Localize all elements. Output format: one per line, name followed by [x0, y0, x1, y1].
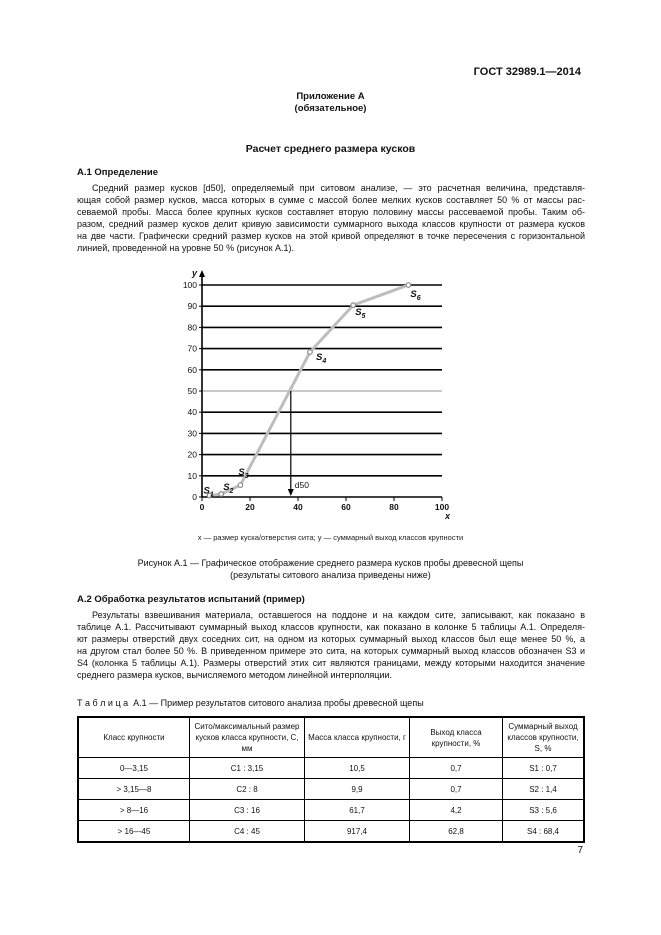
point-label: $S_6$: [410, 289, 421, 302]
a1-line: ющая собой размер кусков, масса которых в сумме с массой более мелких кусков составляет 50 % от массы рас-: [77, 195, 585, 205]
table-cell: S2 : 1,4: [503, 779, 585, 800]
point-label-subscript: 1: [209, 491, 214, 499]
table-cell: S1 : 0,7: [503, 758, 585, 779]
table-cell: 62,8: [410, 821, 503, 843]
table-row: [78, 800, 584, 821]
results-table: [77, 716, 585, 843]
table-cell: C2 : 8: [190, 779, 305, 800]
table-cell: > 3,15—8: [78, 779, 190, 800]
y-tick-label: 90: [187, 301, 197, 312]
table-cell: S4 : 68,4: [503, 821, 585, 843]
table-cell: 917,4: [305, 821, 410, 843]
y-tick-label: 80: [187, 322, 197, 333]
point-label-subscript: 4: [322, 357, 327, 365]
table-cell: C4 : 45: [190, 821, 305, 843]
y-tick-label: 70: [187, 343, 197, 354]
a1-line: севаемой пробы. Масса более крупных кусков составляет вторую половину массы рассеваемой пробы. Таким об-: [77, 207, 585, 217]
point-label: $S_2$: [223, 482, 234, 496]
table-cell: 10,5: [305, 758, 410, 779]
x-tick-label: 20: [245, 502, 255, 512]
point-label: $S_4$: [316, 351, 327, 365]
chart-legend: [0, 533, 661, 542]
data-point: [238, 483, 243, 488]
a1-line: разом, средний размер кусков делит кривую зависимости суммарного выхода классов крупности от размера кусков: [77, 219, 585, 229]
section-title: Расчет среднего размера кусков: [245, 143, 416, 155]
y-axis-label: y: [192, 268, 198, 278]
table-cell: 9,9: [305, 779, 410, 800]
x-tick-label: 100: [434, 502, 450, 512]
table-cell: 0—3,15: [78, 758, 190, 779]
y-axis-arrow: [199, 270, 205, 277]
legend-text: x — размер куска/отверстия сита; y — суммарный выход классов крупности: [197, 533, 464, 542]
point-label: $S_5$: [355, 307, 366, 321]
a2-line: ют размеры отверстий двух соседних сит, на одном из которых суммарный выход классов был еще менее 50 %, а: [77, 634, 585, 644]
table-row: [78, 758, 584, 779]
data-point: [308, 350, 313, 355]
x-tick-label: 40: [293, 502, 303, 512]
table-cell: 0,7: [410, 779, 503, 800]
point-label-subscript: 6: [416, 295, 421, 302]
figure-caption: [0, 557, 661, 581]
x-tick-label: 0: [199, 502, 205, 512]
standard-number: ГОСТ 32989.1—2014: [473, 66, 581, 78]
point-label-subscript: 3: [244, 473, 249, 481]
table-cell: C1 : 3,15: [190, 758, 305, 779]
col-header: Класс крупности: [78, 717, 190, 758]
annex-status: (обязательное): [294, 103, 367, 114]
table-header-row: [78, 717, 584, 758]
a1-line: линией, проведенной на уровне 50 % (рисунок А.1).: [77, 243, 295, 253]
figure-caption-line1: Рисунок А.1 — Графическое отображение среднего размера кусков пробы древесной щепы: [137, 558, 524, 568]
table-cell: C3 : 16: [190, 800, 305, 821]
a2-line: среднего размера кусков, вычисляемого методом линейной интерполяции.: [77, 670, 393, 680]
point-label-subscript: 2: [229, 488, 234, 496]
table-row: [78, 779, 584, 800]
x-tick-label: 60: [341, 502, 351, 512]
table-cell: S3 : 5,6: [503, 800, 585, 821]
table-cell: 0,7: [410, 758, 503, 779]
a1-heading: А.1 Определение: [77, 167, 159, 178]
y-tick-label: 100: [182, 280, 197, 290]
point-label: $S_1$: [203, 485, 214, 499]
a2-line: S4 (колонка 5 таблицы А.1). Размеры отверстий этих сит являются границами, между которыми находится значение: [77, 658, 585, 668]
y-tick-label: 60: [187, 364, 197, 375]
figure-caption-line2: (результаты ситового анализа приведены ниже): [230, 570, 431, 580]
d50-arrow: [288, 489, 294, 496]
a2-heading: А.2 Обработка результатов испытаний (пример): [77, 594, 305, 605]
col-header: Суммарный выход классов крупности, S, %: [503, 717, 585, 758]
a1-line: Средний размер кусков [d50], определяемый при ситовом анализе, — это расчетная величина, представля-: [92, 183, 585, 193]
annex-title: Приложение А: [296, 91, 365, 102]
col-header: Масса класса крупности, г: [305, 717, 410, 758]
a2-line: на другом стал более 50 %. В приведенном примере это сита, на которых суммарный выход классов обозначен S3 и: [77, 646, 585, 656]
y-tick-label: 30: [187, 428, 197, 439]
a1-line: на две части. Графически средний размер кусков на этой кривой определяют в точке пересечения с горизонтальной: [77, 231, 585, 241]
a2-paragraph: [77, 609, 585, 681]
a2-line: Результаты взвешивания материала, оставшегося на поддоне и на каждом сите, записывают, как показано в: [92, 610, 585, 620]
col-header: Выход класса крупности, %: [410, 717, 503, 758]
table-cell: 61,7: [305, 800, 410, 821]
x-tick-label: 80: [389, 502, 399, 512]
point-label-subscript: 5: [361, 313, 366, 321]
x-axis-label: x: [445, 511, 451, 521]
page-number: 7: [577, 845, 583, 856]
table-cell: > 8—16: [78, 800, 190, 821]
table-cell: 4,2: [410, 800, 503, 821]
table-cell: > 16—45: [78, 821, 190, 843]
table-row: [78, 821, 584, 843]
y-tick-label: 50: [187, 386, 197, 396]
y-tick-label: 40: [187, 407, 197, 418]
y-tick-label: 10: [187, 470, 197, 481]
y-tick-label: 0: [192, 492, 197, 502]
a2-line: таблице А.1. Рассчитывают суммарный выход классов крупности, как показано в колонке 5 таблицы А.1. Определя-: [77, 622, 585, 632]
data-point: [406, 283, 411, 288]
table-caption: Т а б л и ц а А.1 — Пример результатов ситового анализа пробы древесной щепы: [77, 698, 424, 708]
col-header: Сито/максимальный размер кусков класса крупности, C, мм: [190, 717, 305, 758]
y-tick-label: 20: [187, 449, 197, 460]
d50-label: d50: [294, 480, 309, 490]
point-label: $S_3$: [238, 467, 249, 481]
